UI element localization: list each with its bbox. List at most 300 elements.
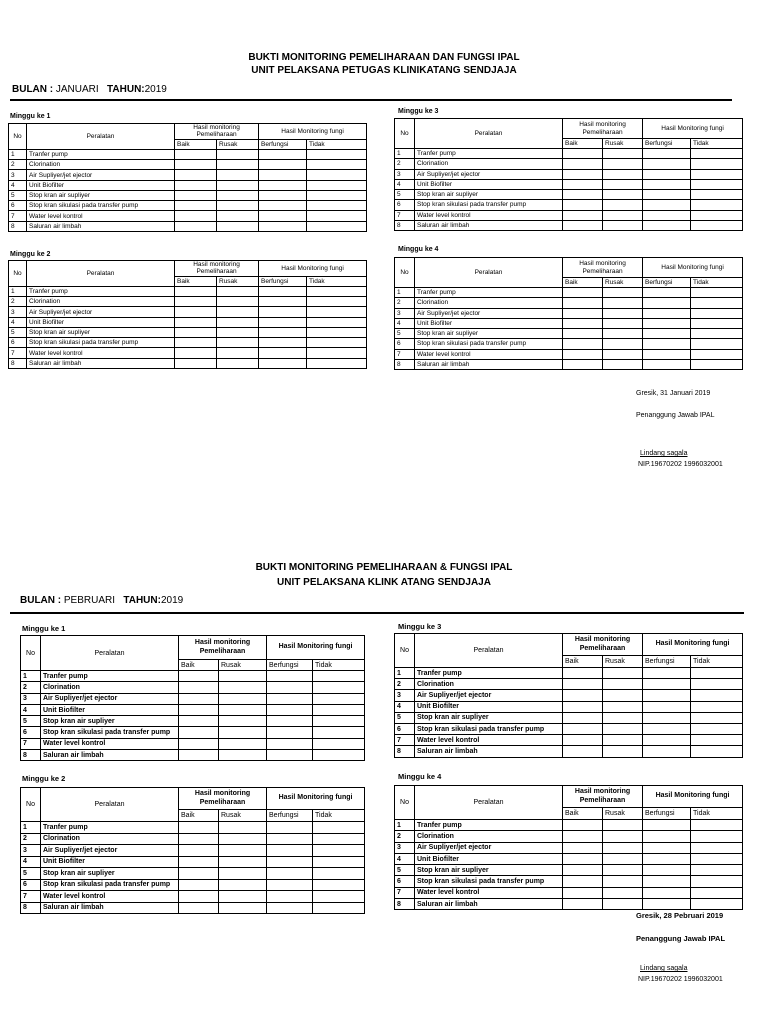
row-item-name: Unit Biofilter: [415, 853, 563, 864]
cell-rusak[interactable]: [219, 750, 267, 761]
cell-tidak[interactable]: [691, 190, 743, 200]
cell-rusak[interactable]: [603, 220, 643, 230]
cell-berfungsi[interactable]: [267, 738, 313, 749]
cell-baik[interactable]: [563, 865, 603, 876]
cell-rusak[interactable]: [603, 735, 643, 746]
cell-baik[interactable]: [175, 307, 217, 317]
cell-baik[interactable]: [179, 833, 219, 845]
cell-rusak[interactable]: [217, 317, 259, 327]
table-row: [395, 359, 743, 369]
row-no: 6: [21, 879, 41, 891]
cell-berfungsi[interactable]: [643, 899, 691, 910]
cell-berfungsi[interactable]: [643, 865, 691, 876]
cell-rusak[interactable]: [603, 876, 643, 887]
cell-tidak[interactable]: [313, 738, 365, 749]
cell-baik[interactable]: [563, 159, 603, 169]
header-fungsi: Hasil Monitoring fungi: [259, 124, 367, 140]
cell-rusak[interactable]: [603, 190, 643, 200]
row-item-name: Tranfer pump: [41, 822, 179, 834]
cell-berfungsi[interactable]: [643, 820, 691, 831]
cell-berfungsi[interactable]: [259, 317, 307, 327]
cell-baik[interactable]: [175, 149, 217, 159]
cell-baik[interactable]: [563, 288, 603, 298]
cell-tidak[interactable]: [691, 899, 743, 910]
table-row: [395, 865, 743, 876]
cell-berfungsi[interactable]: [267, 868, 313, 880]
cell-rusak[interactable]: [219, 727, 267, 738]
cell-rusak[interactable]: [603, 679, 643, 690]
cell-tidak[interactable]: [691, 887, 743, 898]
cell-berfungsi[interactable]: [267, 891, 313, 903]
cell-rusak[interactable]: [217, 338, 259, 348]
cell-rusak[interactable]: [219, 704, 267, 715]
cell-berfungsi[interactable]: [259, 190, 307, 200]
cell-berfungsi[interactable]: [643, 200, 691, 210]
cell-baik[interactable]: [563, 723, 603, 734]
cell-berfungsi[interactable]: [643, 690, 691, 701]
cell-baik[interactable]: [563, 298, 603, 308]
cell-rusak[interactable]: [217, 327, 259, 337]
header-baik: Baik: [179, 660, 219, 671]
cell-tidak[interactable]: [691, 179, 743, 189]
cell-rusak[interactable]: [603, 723, 643, 734]
cell-rusak[interactable]: [603, 712, 643, 723]
cell-berfungsi[interactable]: [643, 853, 691, 864]
row-no: 7: [9, 211, 27, 221]
cell-baik[interactable]: [563, 831, 603, 842]
cell-baik[interactable]: [175, 317, 217, 327]
row-no: 8: [21, 750, 41, 761]
cell-berfungsi[interactable]: [643, 359, 691, 369]
cell-berfungsi[interactable]: [643, 723, 691, 734]
cell-tidak[interactable]: [691, 712, 743, 723]
cell-baik[interactable]: [175, 201, 217, 211]
cell-baik[interactable]: [179, 845, 219, 857]
cell-berfungsi[interactable]: [643, 876, 691, 887]
cell-berfungsi[interactable]: [267, 716, 313, 727]
cell-baik[interactable]: [563, 887, 603, 898]
header-no: No: [395, 634, 415, 668]
cell-baik[interactable]: [563, 668, 603, 679]
cell-baik[interactable]: [175, 160, 217, 170]
cell-tidak[interactable]: [307, 358, 367, 368]
cell-tidak[interactable]: [313, 902, 365, 914]
cell-berfungsi[interactable]: [267, 856, 313, 868]
cell-rusak[interactable]: [219, 738, 267, 749]
cell-rusak[interactable]: [603, 200, 643, 210]
cell-baik[interactable]: [175, 170, 217, 180]
cell-tidak[interactable]: [691, 842, 743, 853]
cell-rusak[interactable]: [603, 359, 643, 369]
cell-berfungsi[interactable]: [643, 169, 691, 179]
header-baik: Baik: [563, 139, 603, 149]
cell-rusak[interactable]: [217, 180, 259, 190]
cell-rusak[interactable]: [219, 902, 267, 914]
cell-tidak[interactable]: [307, 190, 367, 200]
cell-baik[interactable]: [175, 211, 217, 221]
cell-berfungsi[interactable]: [259, 160, 307, 170]
cell-tidak[interactable]: [313, 845, 365, 857]
cell-rusak[interactable]: [603, 210, 643, 220]
cell-berfungsi[interactable]: [643, 179, 691, 189]
cell-rusak[interactable]: [603, 746, 643, 757]
cell-baik[interactable]: [179, 822, 219, 834]
row-no: 6: [21, 727, 41, 738]
cell-tidak[interactable]: [307, 286, 367, 296]
cell-rusak[interactable]: [603, 149, 643, 159]
cell-tidak[interactable]: [307, 149, 367, 159]
cell-rusak[interactable]: [603, 288, 643, 298]
cell-baik[interactable]: [175, 297, 217, 307]
cell-berfungsi[interactable]: [643, 701, 691, 712]
cell-tidak[interactable]: [691, 329, 743, 339]
cell-rusak[interactable]: [603, 169, 643, 179]
cell-rusak[interactable]: [219, 868, 267, 880]
table-row: [21, 891, 365, 903]
cell-baik[interactable]: [179, 868, 219, 880]
cell-rusak[interactable]: [603, 329, 643, 339]
table-row: [395, 149, 743, 159]
cell-berfungsi[interactable]: [259, 201, 307, 211]
header-berfungsi: Berfungsi: [643, 656, 691, 668]
cell-tidak[interactable]: [313, 682, 365, 693]
cell-rusak[interactable]: [603, 842, 643, 853]
row-no: 8: [395, 220, 415, 230]
cell-baik[interactable]: [179, 716, 219, 727]
header-baik: Baik: [179, 810, 219, 822]
cell-tidak[interactable]: [313, 856, 365, 868]
row-item-name: Clorination: [27, 160, 175, 170]
table-row: [21, 704, 365, 715]
cell-baik[interactable]: [563, 200, 603, 210]
header-no: No: [395, 786, 415, 820]
cell-rusak[interactable]: [603, 701, 643, 712]
cell-berfungsi[interactable]: [643, 308, 691, 318]
cell-baik[interactable]: [563, 318, 603, 328]
cell-tidak[interactable]: [691, 308, 743, 318]
cell-berfungsi[interactable]: [643, 329, 691, 339]
cell-tidak[interactable]: [307, 317, 367, 327]
cell-tidak[interactable]: [307, 180, 367, 190]
cell-berfungsi[interactable]: [259, 286, 307, 296]
cell-baik[interactable]: [179, 856, 219, 868]
cell-berfungsi[interactable]: [259, 297, 307, 307]
table-row: [9, 297, 367, 307]
cell-rusak[interactable]: [219, 845, 267, 857]
cell-baik[interactable]: [563, 179, 603, 189]
cell-berfungsi[interactable]: [259, 149, 307, 159]
cell-baik[interactable]: [563, 746, 603, 757]
cell-baik[interactable]: [179, 738, 219, 749]
cell-baik[interactable]: [179, 693, 219, 704]
cell-rusak[interactable]: [603, 349, 643, 359]
cell-rusak[interactable]: [217, 201, 259, 211]
cell-rusak[interactable]: [603, 298, 643, 308]
cell-tidak[interactable]: [313, 891, 365, 903]
cell-tidak[interactable]: [691, 735, 743, 746]
cell-baik[interactable]: [175, 286, 217, 296]
cell-baik[interactable]: [563, 820, 603, 831]
cell-rusak[interactable]: [217, 170, 259, 180]
cell-baik[interactable]: [179, 671, 219, 682]
cell-tidak[interactable]: [691, 359, 743, 369]
cell-baik[interactable]: [563, 339, 603, 349]
cell-berfungsi[interactable]: [259, 170, 307, 180]
cell-baik[interactable]: [175, 338, 217, 348]
row-item-name: Saluran air limbah: [415, 746, 563, 757]
cell-berfungsi[interactable]: [643, 288, 691, 298]
cell-baik[interactable]: [563, 735, 603, 746]
cell-berfungsi[interactable]: [259, 211, 307, 221]
cell-baik[interactable]: [179, 902, 219, 914]
cell-baik[interactable]: [563, 842, 603, 853]
cell-baik[interactable]: [179, 704, 219, 715]
cell-berfungsi[interactable]: [643, 159, 691, 169]
cell-berfungsi[interactable]: [259, 338, 307, 348]
header-berfungsi: Berfungsi: [267, 660, 313, 671]
cell-tidak[interactable]: [691, 853, 743, 864]
cell-berfungsi[interactable]: [643, 842, 691, 853]
monitoring-table: [20, 787, 365, 914]
row-no: 2: [9, 297, 27, 307]
cell-berfungsi[interactable]: [267, 879, 313, 891]
cell-baik[interactable]: [563, 876, 603, 887]
cell-berfungsi[interactable]: [259, 348, 307, 358]
cell-rusak[interactable]: [217, 348, 259, 358]
cell-tidak[interactable]: [313, 704, 365, 715]
cell-rusak[interactable]: [603, 899, 643, 910]
week-label: Minggu ke 1: [10, 113, 51, 120]
cell-rusak[interactable]: [217, 286, 259, 296]
cell-rusak[interactable]: [217, 358, 259, 368]
cell-tidak[interactable]: [691, 679, 743, 690]
cell-berfungsi[interactable]: [267, 845, 313, 857]
cell-berfungsi[interactable]: [643, 149, 691, 159]
cell-rusak[interactable]: [603, 668, 643, 679]
cell-rusak[interactable]: [603, 308, 643, 318]
cell-tidak[interactable]: [691, 169, 743, 179]
cell-baik[interactable]: [563, 899, 603, 910]
cell-rusak[interactable]: [219, 682, 267, 693]
cell-tidak[interactable]: [691, 200, 743, 210]
cell-berfungsi[interactable]: [267, 822, 313, 834]
cell-berfungsi[interactable]: [259, 358, 307, 368]
cell-tidak[interactable]: [307, 327, 367, 337]
header-tidak: Tidak: [313, 810, 365, 822]
cell-berfungsi[interactable]: [643, 298, 691, 308]
cell-baik[interactable]: [563, 220, 603, 230]
cell-tidak[interactable]: [691, 831, 743, 842]
cell-rusak[interactable]: [603, 887, 643, 898]
cell-rusak[interactable]: [603, 831, 643, 842]
cell-baik[interactable]: [179, 891, 219, 903]
cell-tidak[interactable]: [691, 298, 743, 308]
cell-baik[interactable]: [175, 180, 217, 190]
cell-rusak[interactable]: [219, 716, 267, 727]
cell-rusak[interactable]: [603, 179, 643, 189]
cell-berfungsi[interactable]: [643, 746, 691, 757]
cell-rusak[interactable]: [219, 833, 267, 845]
cell-tidak[interactable]: [691, 220, 743, 230]
cell-rusak[interactable]: [217, 149, 259, 159]
cell-tidak[interactable]: [691, 339, 743, 349]
header-peralatan: Peralatan: [27, 261, 175, 287]
cell-berfungsi[interactable]: [643, 190, 691, 200]
cell-baik[interactable]: [563, 149, 603, 159]
header-fungsi: Hasil Monitoring fungi: [267, 636, 365, 660]
cell-tidak[interactable]: [691, 690, 743, 701]
cell-tidak[interactable]: [691, 746, 743, 757]
cell-baik[interactable]: [563, 210, 603, 220]
cell-tidak[interactable]: [691, 318, 743, 328]
cell-baik[interactable]: [563, 701, 603, 712]
cell-berfungsi[interactable]: [267, 833, 313, 845]
cell-tidak[interactable]: [307, 201, 367, 211]
cell-rusak[interactable]: [217, 160, 259, 170]
cell-tidak[interactable]: [307, 297, 367, 307]
row-item-name: Stop kran sikulasi pada transfer pump: [27, 201, 175, 211]
cell-berfungsi[interactable]: [259, 221, 307, 231]
cell-rusak[interactable]: [603, 853, 643, 864]
cell-berfungsi[interactable]: [643, 668, 691, 679]
cell-tidak[interactable]: [691, 865, 743, 876]
cell-berfungsi[interactable]: [643, 679, 691, 690]
cell-tidak[interactable]: [307, 170, 367, 180]
cell-tidak[interactable]: [313, 822, 365, 834]
cell-tidak[interactable]: [313, 879, 365, 891]
cell-tidak[interactable]: [691, 349, 743, 359]
row-item-name: Unit Biofilter: [415, 318, 563, 328]
cell-baik[interactable]: [563, 169, 603, 179]
cell-berfungsi[interactable]: [643, 318, 691, 328]
cell-baik[interactable]: [179, 879, 219, 891]
cell-tidak[interactable]: [691, 668, 743, 679]
cell-tidak[interactable]: [691, 159, 743, 169]
cell-rusak[interactable]: [217, 221, 259, 231]
cell-baik[interactable]: [179, 727, 219, 738]
cell-baik[interactable]: [563, 690, 603, 701]
cell-tidak[interactable]: [313, 693, 365, 704]
cell-berfungsi[interactable]: [267, 902, 313, 914]
cell-berfungsi[interactable]: [643, 735, 691, 746]
cell-tidak[interactable]: [307, 338, 367, 348]
cell-rusak[interactable]: [217, 211, 259, 221]
header-rusak: Rusak: [603, 808, 643, 820]
table-row: [395, 746, 743, 757]
cell-berfungsi[interactable]: [643, 349, 691, 359]
cell-berfungsi[interactable]: [643, 339, 691, 349]
row-item-name: Stop kran sikulasi pada transfer pump: [41, 727, 179, 738]
cell-tidak[interactable]: [313, 868, 365, 880]
cell-tidak[interactable]: [691, 820, 743, 831]
cell-rusak[interactable]: [603, 690, 643, 701]
cell-rusak[interactable]: [219, 856, 267, 868]
cell-tidak[interactable]: [307, 221, 367, 231]
cell-baik[interactable]: [563, 712, 603, 723]
cell-rusak[interactable]: [603, 820, 643, 831]
cell-tidak[interactable]: [307, 160, 367, 170]
cell-tidak[interactable]: [313, 671, 365, 682]
cell-tidak[interactable]: [691, 288, 743, 298]
cell-tidak[interactable]: [691, 723, 743, 734]
cell-berfungsi[interactable]: [267, 693, 313, 704]
cell-tidak[interactable]: [307, 348, 367, 358]
cell-rusak[interactable]: [219, 693, 267, 704]
cell-tidak[interactable]: [691, 210, 743, 220]
cell-tidak[interactable]: [691, 701, 743, 712]
cell-tidak[interactable]: [313, 716, 365, 727]
cell-berfungsi[interactable]: [267, 671, 313, 682]
cell-berfungsi[interactable]: [643, 220, 691, 230]
cell-rusak[interactable]: [603, 159, 643, 169]
cell-berfungsi[interactable]: [267, 704, 313, 715]
cell-baik[interactable]: [563, 853, 603, 864]
cell-baik[interactable]: [563, 359, 603, 369]
row-no: 8: [21, 902, 41, 914]
cell-baik[interactable]: [179, 750, 219, 761]
cell-tidak[interactable]: [313, 727, 365, 738]
table-row: [21, 822, 365, 834]
cell-baik[interactable]: [563, 329, 603, 339]
cell-baik[interactable]: [563, 308, 603, 318]
cell-berfungsi[interactable]: [643, 712, 691, 723]
cell-baik[interactable]: [563, 349, 603, 359]
cell-tidak[interactable]: [691, 876, 743, 887]
cell-rusak[interactable]: [219, 822, 267, 834]
cell-berfungsi[interactable]: [267, 727, 313, 738]
cell-rusak[interactable]: [603, 865, 643, 876]
cell-baik[interactable]: [563, 190, 603, 200]
cell-rusak[interactable]: [219, 891, 267, 903]
cell-rusak[interactable]: [217, 297, 259, 307]
cell-tidak[interactable]: [313, 833, 365, 845]
sign-place-date: Gresik, 28 Pebruari 2019: [636, 911, 724, 920]
cell-baik[interactable]: [179, 682, 219, 693]
cell-baik[interactable]: [175, 348, 217, 358]
cell-rusak[interactable]: [603, 339, 643, 349]
cell-tidak[interactable]: [313, 750, 365, 761]
cell-berfungsi[interactable]: [643, 887, 691, 898]
row-item-name: Tranfer pump: [27, 286, 175, 296]
cell-rusak[interactable]: [217, 190, 259, 200]
cell-rusak[interactable]: [219, 671, 267, 682]
cell-baik[interactable]: [563, 679, 603, 690]
cell-baik[interactable]: [175, 221, 217, 231]
cell-berfungsi[interactable]: [267, 750, 313, 761]
cell-tidak[interactable]: [307, 307, 367, 317]
row-no: 2: [395, 159, 415, 169]
row-item-name: Water level kontrol: [27, 211, 175, 221]
cell-baik[interactable]: [175, 358, 217, 368]
row-item-name: Stop kran air supliyer: [27, 190, 175, 200]
page-title: BUKTI MONITORING PEMELIHARAAN DAN FUNGSI IPAL: [248, 52, 520, 63]
cell-tidak[interactable]: [307, 211, 367, 221]
cell-berfungsi[interactable]: [259, 327, 307, 337]
cell-rusak[interactable]: [217, 307, 259, 317]
header-pemeliharaan: Hasil monitoring Pemeliharaan: [179, 788, 267, 810]
cell-berfungsi[interactable]: [643, 210, 691, 220]
cell-baik[interactable]: [175, 327, 217, 337]
row-no: 2: [21, 833, 41, 845]
cell-berfungsi[interactable]: [259, 307, 307, 317]
cell-rusak[interactable]: [219, 879, 267, 891]
cell-baik[interactable]: [175, 190, 217, 200]
cell-berfungsi[interactable]: [259, 180, 307, 190]
cell-tidak[interactable]: [691, 149, 743, 159]
cell-berfungsi[interactable]: [643, 831, 691, 842]
cell-rusak[interactable]: [603, 318, 643, 328]
cell-berfungsi[interactable]: [267, 682, 313, 693]
